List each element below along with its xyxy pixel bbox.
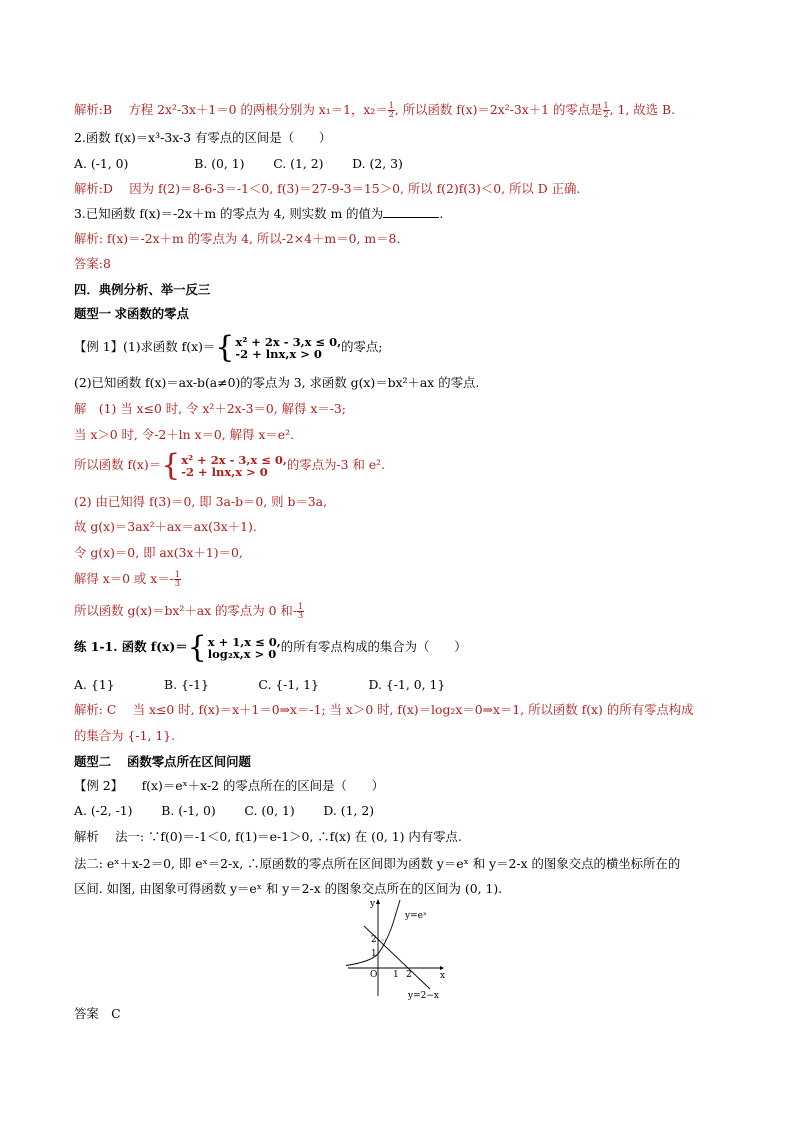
curve-line-label: y=2−x <box>408 991 439 1000</box>
fraction: $\frac{1}{2}$ <box>603 101 609 119</box>
solution-line-1: 解析:B 方程 2x²-3x＋1＝0 的两根分别为 x₁＝1，x₂＝ $\frac{1}{2}$ , 所以函数 f(x)＝2x²-3x＋1 的零点是 $\frac{1}{2}$ , 1, 故选 B. <box>74 101 676 119</box>
question-2: 2.函数 f(x)＝x³-3x-3 有零点的区间是（ ） <box>74 130 332 145</box>
practice-1-1-solution-a: 解析: C 当 x≤0 时, f(x)＝x＋1＝0⇒x＝-1; 当 x＞0 时, f(x)＝log₂x＝0⇒x＝1, 所以函数 f(x) 的所有零点构成 <box>74 702 694 717</box>
y-axis <box>376 899 380 996</box>
example-1-solution-d: (2) 由已知得 f(3)＝0, 即 3a-b＝0, 则 b＝3a, <box>74 494 328 509</box>
example-1-solution-e: 故 g(x)＝3ax²＋ax＝ax(3x＋1). <box>74 519 257 534</box>
answer-3: 答案:8 <box>74 256 111 271</box>
fraction: $\frac{1}{3}$ <box>297 602 304 620</box>
piecewise-cases: x + 1,x ≤ 0, log₂x,x > 0 <box>207 634 281 661</box>
tick-y-2: 2 <box>371 935 377 945</box>
tick-x-2: 2 <box>406 970 412 980</box>
example-2-options: A. (-2, -1) B. (-1, 0) C. (0, 1) D. (1, 2) <box>74 803 375 818</box>
question-3: 3.已知函数 f(x)＝-2x＋m 的零点为 4, 则实数 m 的值为 . <box>74 206 444 221</box>
example-2-answer: 答案 C <box>74 1006 121 1021</box>
example-2-solution-b: 法二: eˣ＋x-2＝0, 即 eˣ＝2-x, ∴原函数的零点所在区间即为函数 y＝eˣ 和 y＝2-x 的图象交点的横坐标所在的 <box>74 856 681 871</box>
topic-1-heading: 题型一 求函数的零点 <box>74 307 189 321</box>
example-1-solution-f: 令 g(x)＝0, 即 ax(3x＋1)＝0, <box>74 545 243 560</box>
topic-2-heading: 题型二 函数零点所在区间问题 <box>74 755 251 769</box>
y-axis-label: y <box>370 899 376 909</box>
brace: { <box>187 629 207 665</box>
practice-1-1-options: A. {1} B. {-1} C. {-1, 1} D. {-1, 0, 1} <box>74 677 446 692</box>
practice-1-1-solution-b: 的集合为 {-1, 1}. <box>74 728 176 743</box>
answer-blank <box>383 206 439 218</box>
curve-exp-label: y=eˣ <box>405 911 427 921</box>
example-2: 【例 2】 f(x)＝eˣ＋x-2 的零点所在的区间是（ ） <box>74 778 385 793</box>
function-graph <box>340 896 460 1000</box>
example-2-solution-c: 区间. 如图, 由图象可得函数 y＝eˣ 和 y＝2-x 的图象交点所在的区间为 (0, 1). <box>74 881 503 896</box>
piecewise-cases: x² + 2x - 3,x ≤ 0, -2 + lnx,x > 0 <box>181 452 287 479</box>
example-1-part-1: 【例 1】(1)求函数 f(x)＝{x² + 2x - 3,x ≤ 0, -2 + lnx,x > 0 的零点; <box>74 329 383 365</box>
example-1-solution-b: 当 x＞0 时, 令-2＋ln x＝0, 解得 x＝e². <box>74 427 295 442</box>
example-1-solution-a: 解 (1) 当 x≤0 时, 令 x²＋2x-3＝0, 解得 x＝-3; <box>74 401 346 416</box>
example-1-solution-h: 所以函数 g(x)＝bx²＋ax 的零点为 0 和- $\frac{1}{3}$ <box>74 602 304 620</box>
tick-y-1: 1 <box>371 949 377 959</box>
tick-x-1: 1 <box>393 970 399 980</box>
example-1-part-2: (2)已知函数 f(x)＝ax-b(a≠0)的零点为 3, 求函数 g(x)＝bx²＋ax 的零点. <box>74 375 480 390</box>
x-axis-label: x <box>440 971 446 981</box>
origin-label: O <box>370 970 378 980</box>
piecewise-cases: x² + 2x - 3,x ≤ 0, -2 + lnx,x > 0 <box>235 334 342 361</box>
solution-3: 解析: f(x)＝-2x＋m 的零点为 4, 所以-2×4＋m＝0, m＝8. <box>74 231 401 246</box>
brace: { <box>161 447 181 483</box>
brace: { <box>215 329 235 365</box>
solution-2: 解析:D 因为 f(2)＝8-6-3＝-1＜0, f(3)＝27-9-3＝15＞0, 所以 f(2)f(3)＜0, 所以 D 正确. <box>74 181 581 196</box>
example-2-solution-a: 解析 法一: ∵f(0)＝-1＜0, f(1)＝e-1＞0, ∴f(x) 在 (0, 1) 内有零点. <box>74 829 462 844</box>
fraction: $\frac{1}{3}$ <box>174 570 180 588</box>
section-heading: 四．典例分析、举一反三 <box>74 283 211 297</box>
question-2-options: A. (-1, 0) B. (0, 1) C. (1, 2) D. (2, 3) <box>74 156 403 171</box>
example-1-solution-g: 解得 x＝0 或 x＝- $\frac{1}{3}$ <box>74 570 180 588</box>
fraction: $\frac{1}{2}$ <box>388 101 394 119</box>
practice-1-1: 练 1-1. 函数 f(x)＝{x + 1,x ≤ 0, log₂x,x > 0 的所有零点构成的集合为（ ） <box>74 629 467 665</box>
example-1-solution-c: 所以函数 f(x)＝{x² + 2x - 3,x ≤ 0, -2 + lnx,x > 0 的零点为-3 和 e². <box>74 447 386 483</box>
